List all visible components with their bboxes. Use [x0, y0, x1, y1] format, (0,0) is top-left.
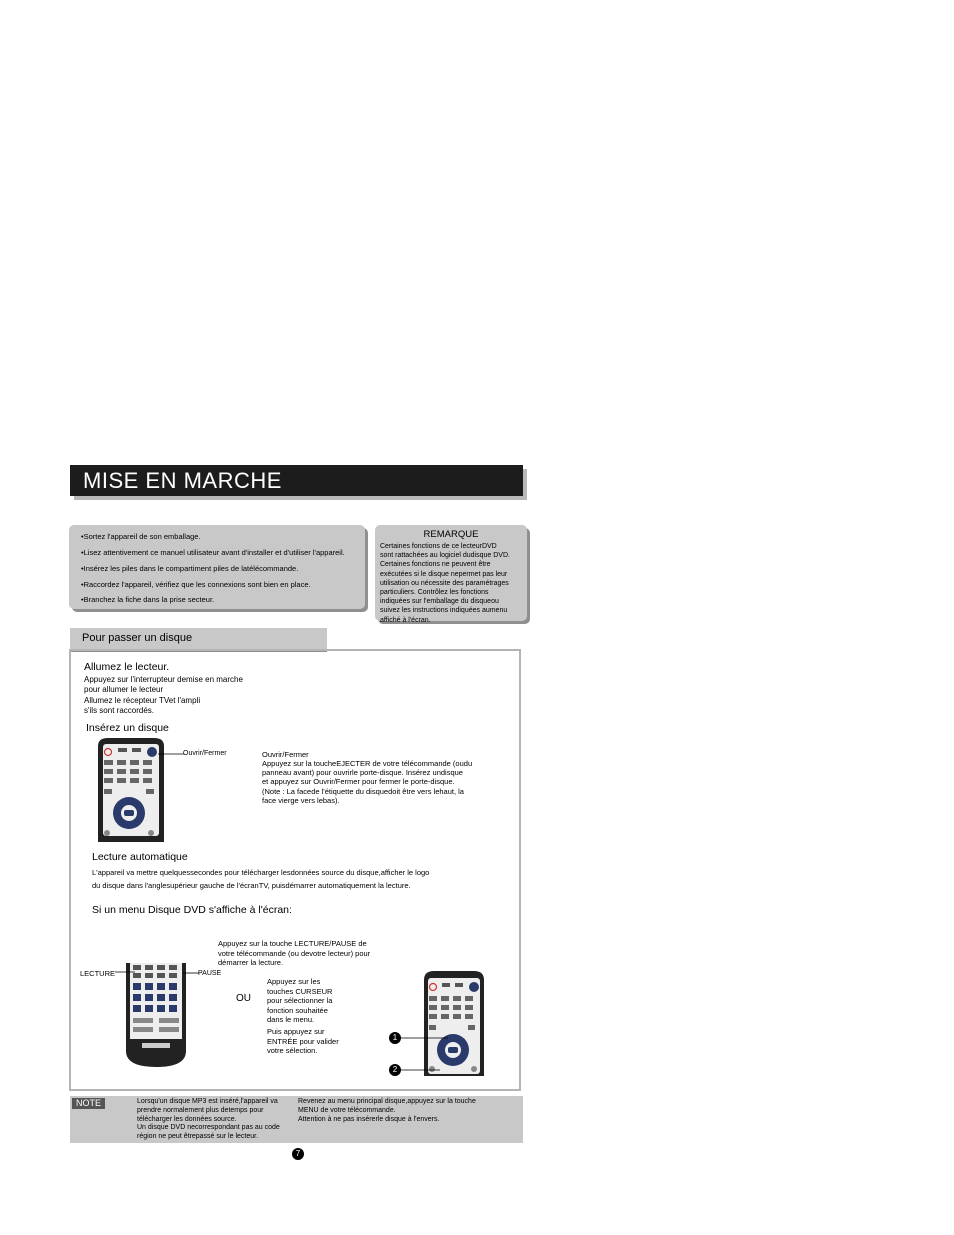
- step-item: •Raccordez l'appareil, vérifiez que les connexions sont bien en place.: [81, 580, 311, 589]
- steps-box: [69, 525, 365, 609]
- inserez-heading: Insérez un disque: [86, 722, 169, 734]
- page-title: MISE EN MARCHE: [83, 468, 282, 493]
- remote-control-bottom-illustration: [124, 963, 188, 1069]
- enter-text: Puis appuyez sur ENTRÉE pour valider votre sélection.: [267, 1027, 339, 1055]
- cursor-text: Appuyez sur les touches CURSEUR pour sélectionner la fonction souhaitée dans le menu.: [267, 977, 333, 1024]
- lecture-auto-heading: Lecture automatique: [92, 851, 188, 863]
- step-item: •Insérez les piles dans le compartiment piles de latélécommande.: [81, 564, 299, 573]
- step-item: •Sortez l'appareil de son emballage.: [81, 532, 201, 541]
- page-number: 7: [292, 1148, 304, 1160]
- step-item: •Lisez attentivement ce manuel utilisateur avant d'installer et d'utiliser l'appareil.: [81, 548, 345, 557]
- note-left-text: Lorsqu'un disque MP3 est inséré,l'appareil va prendre normalement plus detemps pour télécharger les données source. Un disque DVD necorrespondant pas au code région ne peut êtrepassé sur le lecteur.: [137, 1098, 280, 1141]
- ou-text: OU: [236, 993, 251, 1004]
- note-badge: NOTE: [72, 1098, 105, 1109]
- allumez-text: Appuyez sur l'interrupteur demise en marche pour allumer le lecteur Allumez le récepteur TVet l'ampli s'ils sont raccordés.: [84, 675, 243, 715]
- remarque-text: Certaines fonctions de ce lecteurDVD sont rattachées au logiciel dudisque DVD. Certaines fonctions ne peuvent être exécutées si le disque nepermet pas leur utilisation ou nécessite des paramétrages particuliers. Contrôlez les fonctions indiquées sur l'emballage du disqueou suivez les instructions indiquées aumenu affiché à l'écran.: [380, 543, 510, 624]
- remarque-box: [375, 525, 527, 624]
- play-pause-text: Appuyez sur la touche LECTURE/PAUSE de votre télécommande (ou devotre lecteur) pour démarrer la lecture.: [218, 939, 371, 967]
- ouvrir-fermer-text: Appuyez sur la toucheEJECTER de votre télécommande (oudu panneau avant) pour ouvrirle porte-disque. Insérez undisque et appuyez sur Ouvrir/Fermer pour fermer le porte-disque. (Note : La facede l'étiquette du disquedoit être vers lehaut, la face vierge vers lebas).: [262, 759, 473, 805]
- step-item: •Branchez la fiche dans la prise secteur.: [81, 595, 215, 604]
- callout-line: [158, 751, 184, 757]
- lecture-auto-text: L'appareil va mettre quelquessecondes pour télécharger lesdonnées source du disque,afficher le logo du disque dans l'anglesupérieur gauche de l'écranTV, puisdémarrer automatiquement la lecture.: [92, 868, 430, 890]
- remote-control-illustration: [96, 736, 166, 842]
- lecture-callout-line: [115, 969, 135, 975]
- menu-heading: Si un menu Disque DVD s'affiche à l'écran:: [92, 904, 292, 916]
- remarque-title: REMARQUE: [423, 529, 479, 540]
- note-right-text: Revenez au menu principal disque,appuyez sur la touche MENU de votre télécommande. Attention à ne pas insérerle disque à l'envers.: [298, 1098, 476, 1123]
- section-title: Pour passer un disque: [82, 632, 193, 644]
- ouvrir-fermer-title: Ouvrir/Fermer: [262, 750, 309, 759]
- allumez-heading: Allumez le lecteur.: [84, 661, 170, 673]
- pause-label: PAUSE: [198, 970, 222, 977]
- note-box: [70, 1096, 523, 1143]
- marker-1: 1: [392, 1033, 398, 1042]
- ouvrir-fermer-callout: Ouvrir/Fermer: [183, 750, 227, 757]
- marker-2: 2: [392, 1065, 398, 1074]
- pause-callout-line: [183, 970, 199, 976]
- lecture-label: LECTURE: [80, 969, 116, 978]
